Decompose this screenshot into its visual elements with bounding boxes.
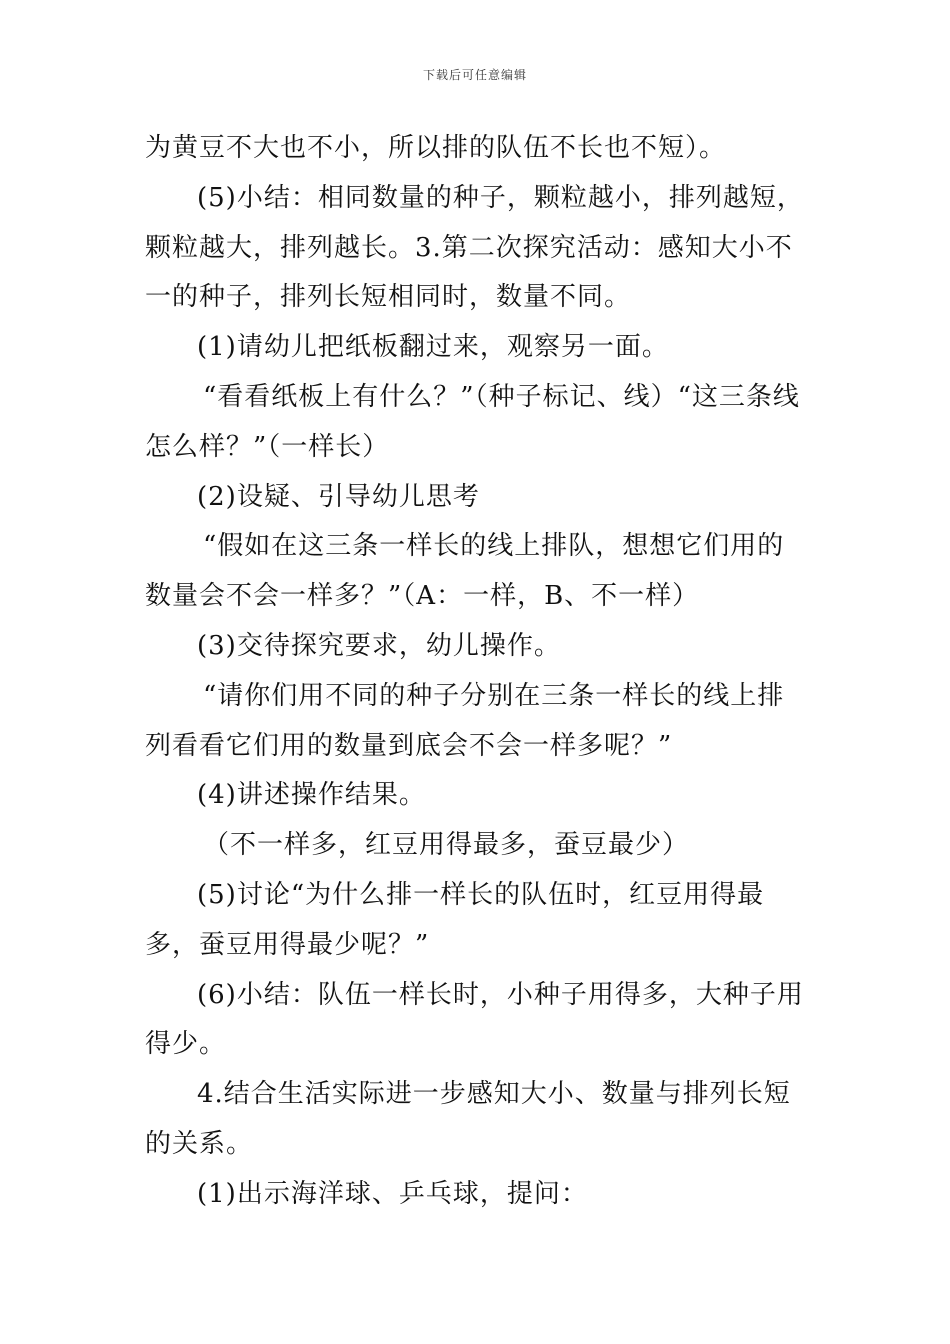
paragraph-section-4: 4.结合生活实际进一步感知大小、数量与排列长短的关系。 xyxy=(145,1079,791,1159)
paragraph-step-4: (4)讲述操作结果。 xyxy=(197,780,426,811)
paragraph-step-3: (3)交待探究要求，幼儿操作。 xyxy=(197,630,561,661)
paragraph-summary-5: (5)小结：相同数量的种子，颗粒越小，排列越短，颗粒越大，排列越长。3.第二次探究活动：感知大小不一的种子，排列长短相同时，数量不同。 xyxy=(145,182,804,313)
paragraph-quote-instruction: “请你们用不同的种子分别在三条一样长的线上排列看看它们用的数量到底会不会一样多呢？” xyxy=(145,680,785,761)
paragraph-quote-hypothesis: “假如在这三条一样长的线上排队，想想它们用的数量会不会一样多？”（A：一样，B、不一样） xyxy=(145,531,785,612)
paragraph-summary-6: (6)小结：队伍一样长时，小种子用得多，大种子用得少。 xyxy=(145,979,804,1060)
paragraph-quote-board: “看看纸板上有什么？”（种子标记、线）“这三条线怎么样？”（一样长） xyxy=(145,381,800,462)
paragraph-step-4-1: (1)出示海洋球、乒乓球，提问： xyxy=(197,1178,588,1209)
paragraph-step-5: (5)讨论“为什么排一样长的队伍时，红豆用得最多，蚕豆用得最少呢？” xyxy=(145,879,765,960)
paragraph-continuation: 为黄豆不大也不小，所以排的队伍不长也不短）。 xyxy=(145,133,727,163)
page-header-note: 下载后可任意编辑 xyxy=(422,68,527,82)
paragraph-result: （不一样多，红豆用得最多，蚕豆最少） xyxy=(203,830,690,861)
document-body xyxy=(145,124,810,1220)
paragraph-step-1: (1)请幼儿把纸板翻过来，观察另一面。 xyxy=(197,332,669,363)
paragraph-step-2: (2)设疑、引导幼儿思考 xyxy=(197,481,480,512)
